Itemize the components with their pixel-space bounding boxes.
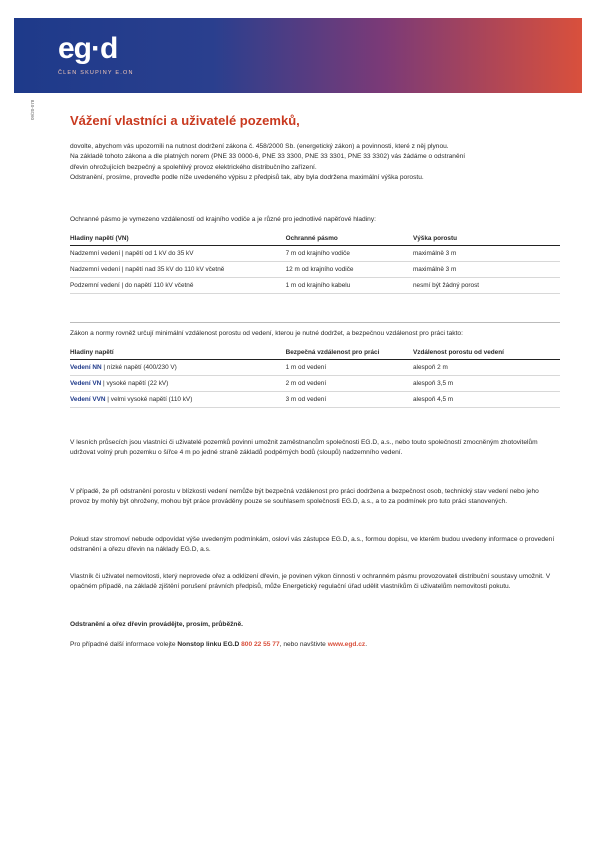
table-cell: 12 m od krajního vodiče: [286, 262, 413, 278]
closing-statement: Odstranění a ořez dřevin provádějte, prosím, průběžně.: [70, 621, 243, 628]
hotline-label: Nonstop linku EG.D: [177, 641, 242, 648]
table-row: [70, 360, 560, 376]
table-row: [70, 376, 560, 392]
table-cell: [70, 392, 286, 408]
voltage-level: Vedení VVN: [70, 396, 106, 403]
letter-title: Vážení vlastníci a uživatelé pozemků,: [70, 113, 300, 128]
website-link[interactable]: www.egd.cz: [327, 641, 366, 648]
voltage-level: Vedení VN: [70, 380, 102, 387]
contact-middle: , nebo navštivte: [279, 641, 328, 648]
contact-end: .: [365, 641, 368, 648]
table-header: Hladiny napětí: [70, 346, 286, 360]
paragraph-penalty: Vlastník či uživatel nemovitosti, který neprovede ořez a odklizení dřevin, je povinen výkon činnosti v ochranném pásmu provozovateli distribuční soustavy umožnit. V opačném případě, na základě zjištění porušení právních předpisů, může Energetický regulační úřad udělit vlastníkům či uživatelům nemovitosti pokutu.: [70, 573, 551, 591]
table-header: Ochranné pásmo: [286, 232, 413, 246]
table-header: Hladiny napětí (VN): [70, 232, 286, 246]
document-code: 09/20-078: [30, 99, 35, 120]
table-header: Vzdálenost porostu od vedení: [413, 346, 560, 360]
intro-line: dřevin ohrožujících bezpečný a spolehlivý provoz elektrického distribučního zařízení.: [70, 163, 317, 171]
table-row: [70, 392, 560, 408]
contact-line: [70, 640, 560, 650]
voltage-description: | velmi vysoké napětí (110 kV): [105, 396, 193, 403]
logo-tagline: ČLEN SKUPINY E.ON: [58, 70, 134, 76]
egd-logo: eg·d: [58, 32, 118, 65]
table-cell: Nadzemní vedení | napětí nad 35 kV do 110 kV včetně: [70, 262, 286, 278]
intro-line: dovolte, abychom vás upozornili na nutnost dodržení zákona č. 458/2000 Sb. (energetický zákon) a povinnosti, které z něj plynou.: [70, 143, 449, 150]
table-cell: maximálně 3 m: [413, 246, 560, 262]
table-cell: 1 m od krajního kabelu: [286, 278, 413, 294]
table-row: [70, 246, 560, 262]
table-cell: alespoň 2 m: [413, 360, 560, 376]
paragraph-company-contact: Pokud stav stromoví nebude odpovídat výše uvedeným podmínkám, osloví vás zástupce EG.D, a.s., formou dopisu, ve kterém budou uvedeny informace o provedení odstranění a ořezu dřevin na náklady EG.D, a.s.: [70, 536, 555, 554]
section-divider: [70, 322, 560, 323]
table-row: [70, 278, 560, 294]
paragraph-forest-clearings: V lesních průsecích jsou vlastníci či uživatelé pozemků povinni umožnit zaměstnancům společnosti EG.D, a.s., nebo touto společností zmocněným zhotovitelům udržovat volný pruh pozemku o šířce 4 m po jedné straně základů podpěrných bodů (sloupů) nadzemního vedení.: [70, 439, 538, 457]
table-header: Bezpečná vzdálenost pro práci: [286, 346, 413, 360]
table-cell: 7 m od krajního vodiče: [286, 246, 413, 262]
table-header-row: [70, 346, 560, 360]
paragraph-safety-conditions: V případě, že při odstranění porostu v blízkosti vedení nemůže být bezpečná vzdálenost pro práci dodržena a bezpečnost osob, technický stav vedení nebo jeho provoz by mohly být ohroženy, mohou být práce prováděny pouze se souhlasem společnosti EG.D, a.s., a to za podmínek pro tuto práci stanovených.: [70, 488, 539, 506]
intro-line: Odstranění, prosíme, proveďte podle níže uvedeného výpisu z předpisů tak, aby byla dodržena maximální výška porostu.: [70, 174, 424, 182]
table-cell: 3 m od vedení: [286, 392, 413, 408]
table-cell: alespoň 3,5 m: [413, 376, 560, 392]
protection-zone-table: [70, 232, 560, 294]
table-cell: nesmí být žádný porost: [413, 278, 560, 294]
voltage-description: | vysoké napětí (22 kV): [101, 380, 169, 387]
table-cell: alespoň 4,5 m: [413, 392, 560, 408]
safe-distance-table: [70, 346, 560, 408]
table-header-row: [70, 232, 560, 246]
table-cell: 1 m od vedení: [286, 360, 413, 376]
hotline-phone[interactable]: 800 22 55 77: [241, 641, 280, 648]
table-cell: Podzemní vedení | do napětí 110 kV včetně: [70, 278, 286, 294]
table-cell: Nadzemní vedení | napětí od 1 kV do 35 kV: [70, 246, 286, 262]
table1-intro: Ochranné pásmo je vymezeno vzdáleností od krajního vodiče a je různé pro jednotlivé napěťové hladiny:: [70, 216, 376, 223]
voltage-description: | nízké napětí (400/230 V): [101, 364, 177, 371]
voltage-level: Vedení NN: [70, 364, 102, 371]
intro-paragraph: [70, 142, 560, 184]
table-header: Výška porostu: [413, 232, 560, 246]
table-cell: maximálně 3 m: [413, 262, 560, 278]
intro-line: Na základě tohoto zákona a dle platných norem (PNE 33 0000-6, PNE 33 3300, PNE 33 3301, PNE 33 3302) vás žádáme o odstranění: [70, 153, 466, 161]
table-cell: 2 m od vedení: [286, 376, 413, 392]
table2-intro: Zákon a normy rovněž určují minimální vzdálenost porostu od vedení, kterou je nutné dodržet, a bezpečnou vzdálenost pro práci takto:: [70, 330, 463, 337]
table-cell: [70, 376, 286, 392]
table-row: [70, 262, 560, 278]
contact-prefix: Pro případné další informace volejte: [70, 641, 178, 648]
table-cell: [70, 360, 286, 376]
